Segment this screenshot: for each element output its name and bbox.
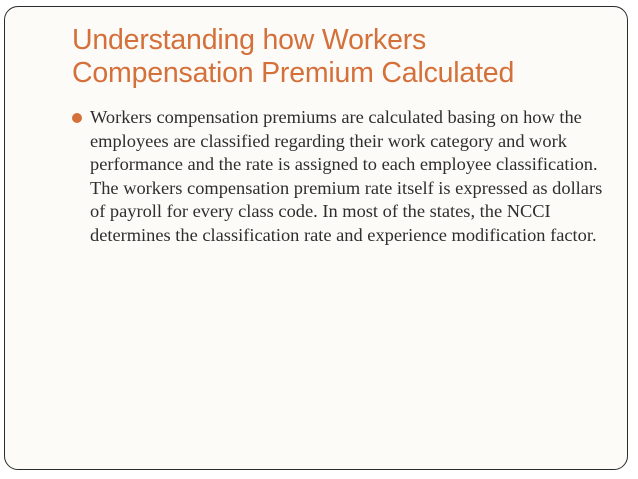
bullet-text: Workers compensation premiums are calculated basing on how the employees are classified regarding their work category and work performance and the rate is assigned to each employee classification. The workers compensation premium rate itself is expressed as dollars of payroll for every class code. In most of the states, the NCCI determines the classification rate and experience modification factor. [90, 107, 603, 245]
bullet-item [72, 106, 604, 247]
slide-content [72, 106, 604, 247]
slide-title-line-2: Compensation Premium Calculated [72, 57, 515, 89]
slide-title-line-1: Understanding how Workers [72, 24, 427, 56]
bullet-icon [72, 113, 82, 123]
slide-title [72, 24, 592, 90]
